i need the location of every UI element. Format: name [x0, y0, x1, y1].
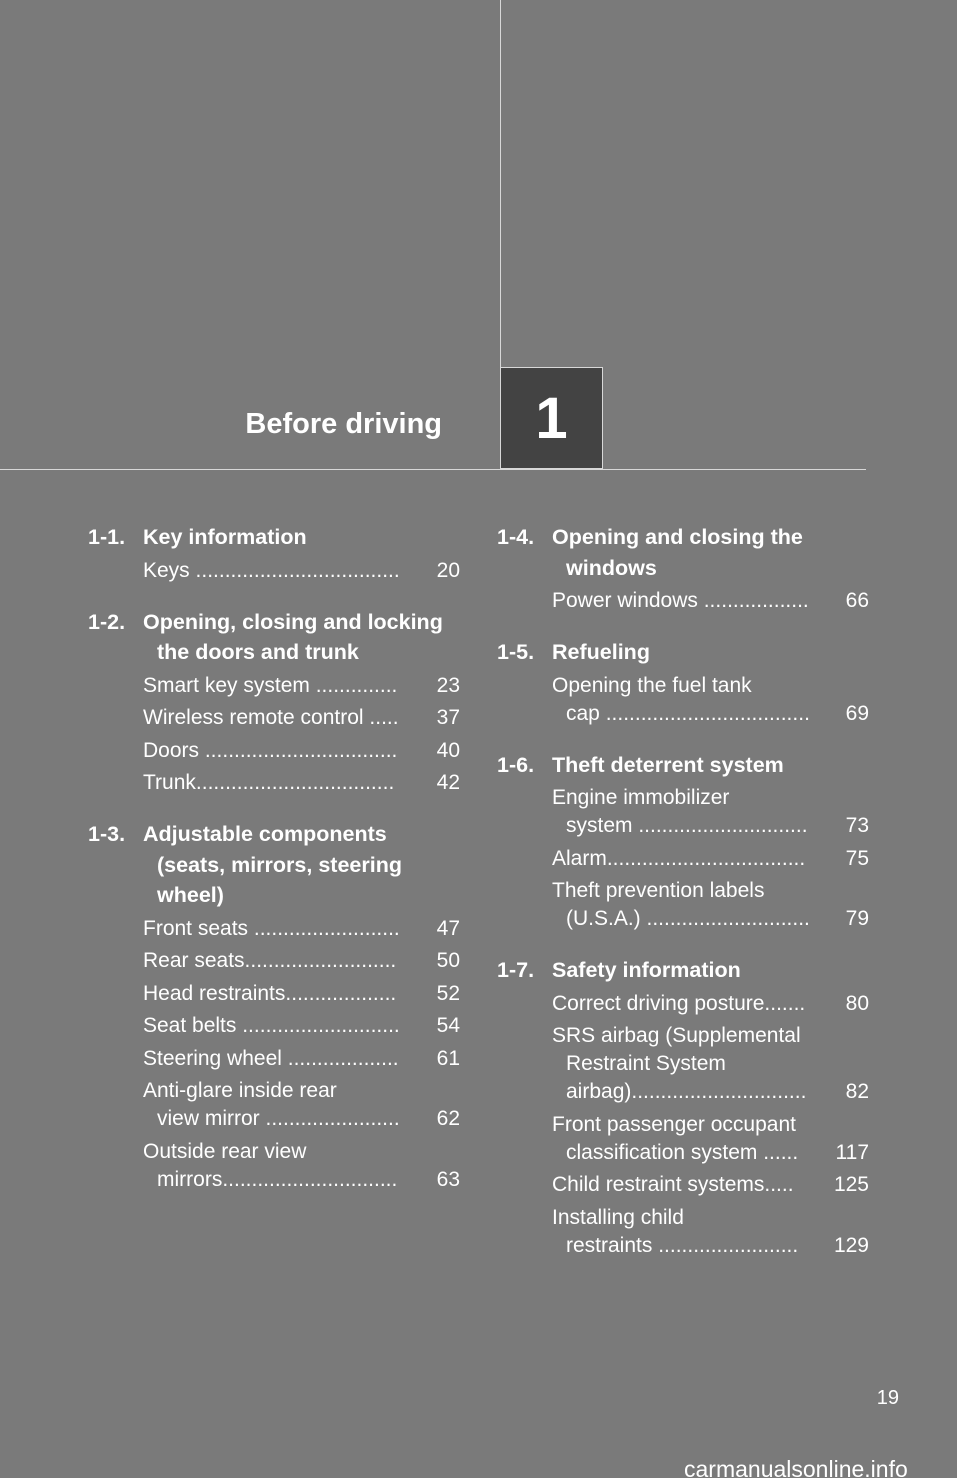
entry-title: Correct driving posture....... [552, 991, 806, 1015]
entry-title: Installing child restraints ........................ [552, 1205, 799, 1257]
toc-entry[interactable] [143, 1077, 460, 1133]
entry-page-number: 129 [833, 1233, 869, 1257]
toc-entry[interactable] [143, 980, 460, 1008]
entry-page-number: 66 [845, 589, 869, 612]
section-title: Opening, closing and locking the doors and trunk [143, 609, 443, 664]
section-title: Refueling [552, 640, 650, 664]
entry-page-number: 61 [436, 1046, 460, 1070]
chapter-number: 1 [535, 386, 568, 451]
toc-section [497, 637, 869, 728]
section-heading[interactable] [497, 750, 869, 781]
entry-title: Rear seats.......................... [143, 949, 397, 972]
section-title: Safety information [552, 958, 741, 982]
toc-entry[interactable] [552, 1111, 869, 1167]
section-heading[interactable] [88, 819, 460, 911]
toc-right-column [497, 522, 869, 1282]
section-entries [552, 990, 869, 1260]
section-number: 1-2. [88, 609, 126, 634]
entry-page-number: 42 [436, 771, 460, 794]
horizontal-rule [0, 469, 866, 470]
section-heading[interactable] [88, 607, 460, 668]
section-title: Opening and closing the windows [552, 525, 803, 580]
section-entries [552, 672, 869, 728]
toc-entry[interactable] [143, 947, 460, 975]
entry-title: Front seats ......................... [143, 916, 400, 940]
chapter-number-box [500, 367, 603, 469]
toc-entry[interactable] [143, 557, 460, 585]
entry-title: Head restraints................... [143, 981, 397, 1005]
section-number: 1-7. [497, 958, 535, 982]
entry-page-number: 69 [845, 701, 869, 725]
entry-title: Engine immobilizer system ............................. [552, 786, 808, 837]
section-title: Key information [143, 525, 307, 549]
entry-title: Alarm.................................. [552, 846, 806, 870]
section-title: Adjustable components (seats, mirrors, steering wheel) [143, 822, 402, 907]
entry-title: Power windows .................. [552, 589, 809, 612]
toc-section [88, 607, 460, 798]
section-entries [143, 557, 460, 585]
entry-title: Doors ................................. [143, 738, 398, 762]
toc-section [497, 750, 869, 934]
entry-title: SRS airbag (Supplemental Restraint System airbag).............................. [552, 1024, 807, 1103]
entry-page-number: 117 [835, 1140, 869, 1164]
entry-page-number: 52 [436, 981, 460, 1005]
toc-entry[interactable] [552, 845, 869, 873]
section-number: 1-5. [497, 640, 535, 664]
entry-title: Trunk.................................. [143, 771, 395, 794]
toc-entry[interactable] [143, 704, 460, 732]
toc-section [88, 522, 460, 585]
section-entries [143, 915, 460, 1194]
watermark-text: carmanualsonline.info [684, 1456, 908, 1482]
toc-entry[interactable] [552, 1022, 869, 1106]
section-number: 1-4. [497, 525, 535, 549]
entry-title: Seat belts ........................... [143, 1014, 400, 1037]
entry-page-number: 73 [845, 814, 869, 837]
toc-entry[interactable] [143, 769, 460, 797]
entry-page-number: 23 [436, 673, 460, 697]
entry-title: Anti-glare inside rear view mirror ....................... [143, 1079, 400, 1130]
entry-page-number: 63 [436, 1167, 460, 1191]
entry-title: Outside rear view mirrors.............................. [143, 1139, 398, 1191]
entry-page-number: 62 [436, 1107, 460, 1130]
entry-title: Keys ................................... [143, 558, 400, 582]
toc-entry[interactable] [143, 1012, 460, 1040]
toc-entry[interactable] [552, 877, 869, 933]
toc-entry[interactable] [143, 672, 460, 700]
entry-title: Front passenger occupant classification system ...... [552, 1112, 799, 1164]
toc-section [497, 522, 869, 615]
entry-page-number: 80 [845, 991, 869, 1015]
toc-left-column [88, 522, 460, 1216]
chapter-title: Before driving [245, 408, 442, 440]
toc-section [88, 819, 460, 1194]
entry-title: Child restraint systems..... [552, 1173, 794, 1196]
section-number: 1-1. [88, 525, 126, 549]
entry-page-number: 125 [833, 1173, 869, 1196]
section-heading[interactable] [497, 955, 869, 986]
entry-title: Opening the fuel tank cap ................................... [552, 673, 810, 725]
entry-page-number: 75 [845, 846, 869, 870]
section-number: 1-6. [497, 752, 535, 777]
entry-title: Theft prevention labels (U.S.A.) ............................ [552, 879, 810, 930]
toc-entry[interactable] [552, 1204, 869, 1260]
section-number: 1-3. [88, 822, 126, 846]
section-entries [143, 672, 460, 798]
entry-page-number: 37 [436, 706, 460, 729]
page-number: 19 [876, 1387, 899, 1409]
toc-entry[interactable] [143, 1138, 460, 1194]
section-title: Theft deterrent system [552, 752, 784, 777]
toc-entry[interactable] [143, 737, 460, 765]
toc-entry[interactable] [552, 587, 869, 615]
entry-page-number: 20 [436, 558, 460, 582]
entry-page-number: 40 [436, 738, 460, 762]
toc-entry[interactable] [552, 1171, 869, 1199]
section-entries [552, 784, 869, 933]
entry-title: Steering wheel ................... [143, 1046, 399, 1070]
section-heading[interactable] [497, 637, 869, 668]
toc-entry[interactable] [552, 672, 869, 728]
toc-section [497, 955, 869, 1260]
section-heading[interactable] [88, 522, 460, 553]
entry-page-number: 54 [436, 1014, 460, 1037]
toc-entry[interactable] [552, 784, 869, 840]
entry-page-number: 79 [845, 907, 869, 930]
entry-page-number: 82 [845, 1080, 869, 1103]
entry-page-number: 47 [436, 916, 460, 940]
entry-title: Wireless remote control ..... [143, 706, 399, 729]
section-entries [552, 587, 869, 615]
toc-entry[interactable] [143, 1045, 460, 1073]
section-heading[interactable] [497, 522, 869, 583]
entry-title: Smart key system .............. [143, 673, 398, 697]
toc-entry[interactable] [552, 990, 869, 1018]
entry-page-number: 50 [436, 949, 460, 972]
toc-entry[interactable] [143, 915, 460, 943]
